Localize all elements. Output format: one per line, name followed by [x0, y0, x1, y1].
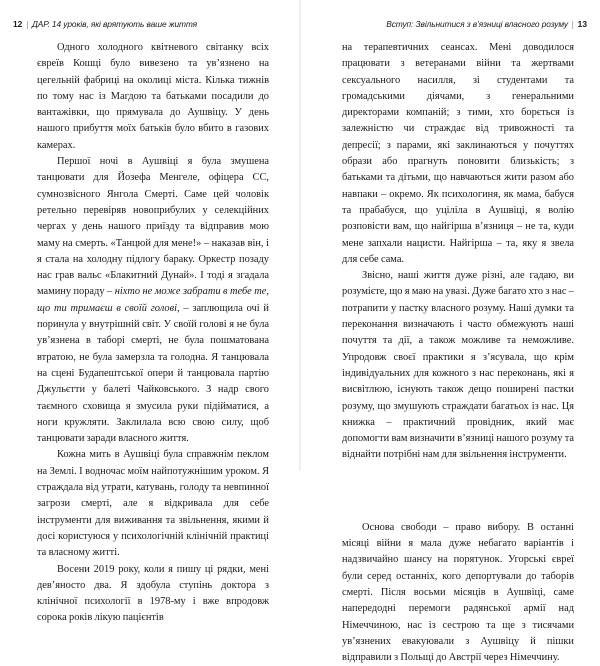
page-number: 13 [577, 19, 587, 29]
paragraph-text: , – заплющила очі й поринула у внутрішній світ. У своїй голові я не була ув’язнена в таборі смерті, не була пошматована втратою, не була замерзла та голодна. Я танцювала на сцені Будапештської опери й танцювала партію Джульєтти у балеті Чайковського. З надр свого таємного сховища я змусила руки підійматися, а ноги кружляти. Заклилала всю свою силу, щоб танцювати заради власного життя. [37, 302, 269, 445]
paragraph: Звісно, наші життя дуже різні, але гадаю, ви розумієте, що я маю на увазі. Дуже багато хто з нас – потрапити у пастку власного розуму. Наші думки та переконання визначають і часто обмежують наші почуття та дії, а також можливе та неможливе. Упродовж своєї практики я з’ясувала, що крім індивідуальних для кожного з нас переконань, які я висвітлюю, існують також дещо поширені пастки розуму, що змушують страждати багатьох із нас. Ця книжка – практичний провідник, який має допомогти вам визначити в’язниці нашого розуму та віднайти потрібні нам для звільнення інструменти. [342, 270, 574, 461]
paragraph: на терапевтичних сеансах. Мені доводилося працювати з ветеранами війни та жертвами сексуального насилля, зі студентами та громадськими діячами, з генеральними директорами компаній; з тими, хто борється із залежністю чи страждає від тривожності та депресії; з парами, які заклинаються у почуттях образи або прагнуть поновити близькість; з батьками та дітьми, що навчаються жити разом або навпаки – окремо. Як психологиня, як мама, бабуся та прабабуся, що уціліла в Аушвіці, я волію розповісти вам, що найгірша в’язниця – не та, куди мене запхали нацисти. Найгірша – та, яку я звела для себе сама. [342, 42, 574, 265]
left-page-body [37, 40, 269, 627]
paragraph [37, 154, 269, 447]
page-number: 12 [13, 19, 23, 29]
right-page-body [342, 40, 574, 666]
paragraph: Восени 2019 року, коли я пишу ці рядки, мені дев’яносто два. Я здобула ступінь доктора з клінічної психології в 1978-му і вже впродовж сорока років лікую пацієнтів [37, 563, 269, 624]
header-divider: | [571, 20, 574, 29]
running-head: Вступ: Звільнитися з в’язниці власного розуму [386, 19, 568, 29]
right-page [300, 0, 600, 664]
running-head: ДАР. 14 уроків, які врятують ваше життя [32, 19, 198, 29]
paragraph-text: Першої ночі в Аушвіці я була змушена танцювати для Йозефа Менгеле, офіцера СС, сумнозвісного Янгола Смерті. Саме цей чоловік ретельно перевіряв новоприбулих у селекційних чергах у день нашого приїзду та відправив мою маму на смерть. «Танцюй для мене!» – наказав він, і я стала на холодну підлогу бараку. Оркестр позаду нас грав вальс «Блакитний Дунай». І тоді я згадала мамину пораду – [37, 156, 269, 298]
paragraph: Основа свободи – право вибору. В останні місяці війни я мала дуже небагато варіантів і надзвичайно шансу на порятунок. Угорські євреї були серед останніх, кого депортували до таборів смерті. Після восьми місяців в Аушвіці, саме напередодні перемоги радянської армії над Німеччиною, нас із сестрою та ще з тисячами ув’язнених евакуювали з Аушвіцу й пішки відправили з Польщі до Австрії через Німеччину. [342, 521, 574, 664]
paragraph: Одного холодного квітневого світанку всіх євреїв Кошці було вивезено та ув’язнено на цегельній фабриці на околиці міста. Кілька тижнів по тому нас із Магдою та батьками посадили до вантажівки, що прямувала до Аушвіцу. У день нашого прибуття моїх батьків було вбито в газових камерах. [37, 42, 269, 151]
right-page-header [386, 18, 587, 30]
left-page-header [13, 18, 197, 30]
left-page [0, 0, 300, 624]
header-divider: | [26, 20, 29, 29]
italic-quote: ніхто не може забрати в тебе те, що ти тримаєш в своїй голові [37, 286, 269, 314]
paragraph: Кожна мить в Аушвіці була справжнім пеклом на Землі. І водночас моїм найпотужнішим уроком. Я страждала від утрати, катувань, голоду та невпинної загрози смерті, але я відкривала для себе інструменти для виживання та звільнення, якими й досі користуюся у психологічній клінічній практиці та власному житті. [37, 449, 269, 559]
